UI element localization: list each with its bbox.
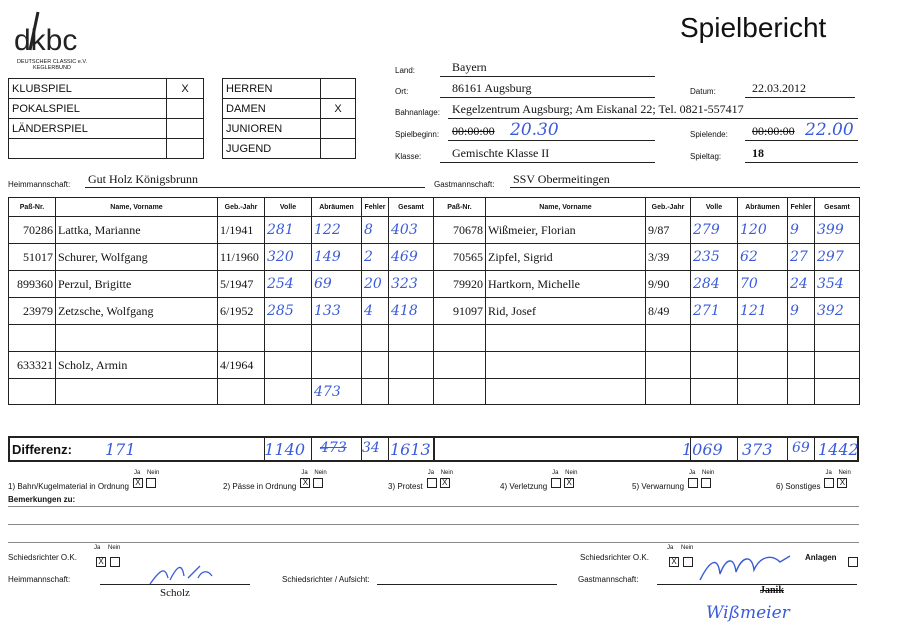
guest-pass-number[interactable]: 70678 [434, 217, 486, 244]
spielende-label: Spielende: [690, 130, 728, 139]
remarks-label: Bemerkungen zu: [8, 495, 76, 504]
game-type-box [8, 78, 204, 159]
home-fehler-count[interactable] [362, 379, 389, 405]
yes-no-group [688, 470, 715, 488]
guest-total-abr[interactable]: 373 [742, 440, 773, 459]
home-player-name[interactable]: Scholz, Armin [56, 352, 218, 379]
game-type-mark[interactable] [167, 119, 204, 139]
spielbeginn-label: Spielbeginn: [395, 130, 440, 139]
home-abraeumen-score[interactable] [312, 352, 362, 379]
guest-fehler-count[interactable]: 9 [788, 298, 815, 325]
guest-gesamt-score[interactable]: 399 [815, 217, 860, 244]
guest-abraeumen-score[interactable]: 70 [738, 271, 788, 298]
home-fehler-count[interactable]: 8 [362, 217, 389, 244]
guest-fehler-count[interactable]: 9 [788, 217, 815, 244]
game-type-row: LÄNDERSPIEL [9, 119, 204, 139]
klasse-value[interactable]: Gemischte Klasse II [452, 146, 550, 160]
guest-abraeumen-score[interactable]: 120 [738, 217, 788, 244]
home-player-row [9, 379, 434, 405]
home-gesamt-score[interactable] [389, 325, 434, 352]
guest-volle-score[interactable] [691, 352, 738, 379]
guest-abraeumen-score[interactable]: 121 [738, 298, 788, 325]
home-player-name[interactable] [56, 325, 218, 352]
guest-abraeumen-score[interactable]: 62 [738, 244, 788, 271]
guest-pass-number[interactable]: 91097 [434, 298, 486, 325]
anlagen-label: Anlagen [805, 553, 837, 562]
home-birth-year[interactable] [218, 379, 265, 405]
guest-fehler-count[interactable]: 27 [788, 244, 815, 271]
home-volle-score[interactable] [265, 379, 312, 405]
guest-player-row [434, 352, 860, 379]
check-label: 4) Verletzung [500, 482, 548, 492]
guest-pass-number[interactable]: 79920 [434, 271, 486, 298]
ja-label: Ja [825, 470, 832, 476]
guest-gesamt-score[interactable] [815, 379, 860, 405]
category-box [222, 78, 356, 159]
nein-label: Nein [565, 470, 578, 476]
game-type-mark[interactable] [167, 139, 204, 159]
guest-player-name[interactable]: Wißmeier, Florian [486, 217, 646, 244]
differenz-value[interactable]: 171 [105, 440, 136, 459]
spieltag-label: Spieltag: [690, 152, 722, 161]
check-label: 3) Protest [388, 482, 423, 492]
guest-player-name[interactable]: Hartkorn, Michelle [486, 271, 646, 298]
check-label: 5) Verwarnung [632, 482, 685, 492]
guest-player-row [434, 379, 860, 405]
guest-fehler-count[interactable] [788, 379, 815, 405]
klasse-label: Klasse: [395, 152, 422, 161]
guest-gesamt-score[interactable] [815, 325, 860, 352]
differenz-label: Differenz: [12, 442, 72, 457]
home-pass-number[interactable] [9, 325, 56, 352]
guest-gesamt-score[interactable]: 392 [815, 298, 860, 325]
guest-volle-score[interactable]: 271 [691, 298, 738, 325]
home-player-name[interactable] [56, 379, 218, 405]
sr-ok-left-ja-checkbox[interactable]: X [96, 557, 106, 567]
category-mark[interactable] [321, 119, 356, 139]
game-type-row [9, 139, 204, 159]
category-row: HERREN [223, 79, 356, 99]
guest-abraeumen-score[interactable] [738, 379, 788, 405]
home-abraeumen-score[interactable] [312, 325, 362, 352]
yes-no-group [133, 470, 160, 488]
home-volle-score[interactable]: 285 [265, 298, 312, 325]
guest-birth-year[interactable]: 9/90 [646, 271, 691, 298]
home-abraeumen-score[interactable]: 69 [312, 271, 362, 298]
home-birth-year[interactable] [218, 325, 265, 352]
guest-player-name[interactable] [486, 379, 646, 405]
nein-label: Nein [838, 470, 851, 476]
home-birth-year[interactable]: 11/1960 [218, 244, 265, 271]
check-ja-checkbox[interactable]: X [300, 478, 310, 488]
game-type-row: KLUBSPIEL X [9, 79, 204, 99]
home-player-row [9, 325, 434, 352]
game-type-mark[interactable] [167, 99, 204, 119]
home-abraeumen-score[interactable]: 122 [312, 217, 362, 244]
logo-line1: DEUTSCHER CLASSIC e.V. [16, 59, 88, 65]
home-player-name[interactable]: Perzul, Brigitte [56, 271, 218, 298]
check-nein-checkbox[interactable]: X [837, 478, 847, 488]
check-label: 6) Sonstiges [776, 482, 821, 492]
guest-abraeumen-score[interactable] [738, 325, 788, 352]
home-player-name[interactable]: Zetzsche, Wolfgang [56, 298, 218, 325]
check-nein-checkbox[interactable]: X [440, 478, 450, 488]
guest-player-name[interactable] [486, 352, 646, 379]
category-mark[interactable] [321, 79, 356, 99]
ja-label: Ja [689, 470, 696, 476]
check-item [388, 470, 454, 492]
page-title: Spielbericht [680, 12, 827, 43]
home-volle-score[interactable]: 281 [265, 217, 312, 244]
check-item [632, 470, 715, 492]
guest-team-name[interactable]: SSV Obermeitingen [513, 172, 610, 186]
sr-ok-left-nein-checkbox[interactable] [110, 557, 120, 567]
guest-volle-score[interactable] [691, 379, 738, 405]
check-ja-checkbox[interactable] [427, 478, 437, 488]
home-pass-number[interactable]: 23979 [9, 298, 56, 325]
home-total-fehler[interactable]: 34 [362, 440, 380, 456]
check-ja-checkbox[interactable] [688, 478, 698, 488]
game-type-mark[interactable]: X [167, 79, 204, 99]
guest-pass-number[interactable] [434, 352, 486, 379]
guest-birth-year[interactable] [646, 352, 691, 379]
category-mark[interactable] [321, 139, 356, 159]
home-team-label: Heimmannschaft: [8, 180, 71, 189]
guest-player-name[interactable] [486, 325, 646, 352]
home-gesamt-score[interactable]: 469 [389, 244, 434, 271]
home-abraeumen-score[interactable]: 149 [312, 244, 362, 271]
check-label: 2) Pässe in Ordnung [223, 482, 297, 492]
guest-pass-number[interactable] [434, 325, 486, 352]
check-ja-checkbox[interactable] [551, 478, 561, 488]
home-player-row [9, 298, 434, 325]
heim-sig-label: Heimmannschaft: [8, 575, 71, 584]
check-nein-checkbox[interactable]: X [564, 478, 574, 488]
bahnanlage-label: Bahnanlage: [395, 108, 440, 117]
ja-label: Ja [427, 470, 435, 476]
nein-label: Nein [440, 470, 454, 476]
category-row: JUGEND [223, 139, 356, 159]
guest-player-row [434, 217, 860, 244]
home-player-name[interactable]: Lattka, Marianne [56, 217, 218, 244]
home-player-row [9, 352, 434, 379]
anlagen-checkbox[interactable] [848, 557, 858, 567]
home-volle-score[interactable]: 254 [265, 271, 312, 298]
check-item [776, 470, 851, 492]
home-player-name[interactable]: Schurer, Wolfgang [56, 244, 218, 271]
guest-gesamt-score[interactable]: 297 [815, 244, 860, 271]
guest-signature [690, 550, 800, 586]
check-nein-checkbox[interactable] [313, 478, 323, 488]
home-birth-year[interactable]: 5/1947 [218, 271, 265, 298]
home-total-abr[interactable]: 473 [320, 440, 347, 456]
category-mark[interactable]: X [321, 99, 356, 119]
yes-no-group [551, 470, 578, 488]
guest-header-row: Paß-Nr. Name, Vorname Geb.-Jahr Volle Abräumen Fehler Gesamt [434, 198, 860, 217]
home-fehler-count[interactable]: 20 [362, 271, 389, 298]
category-row: DAMEN X [223, 99, 356, 119]
home-pass-number[interactable]: 899360 [9, 271, 56, 298]
home-gesamt-score[interactable] [389, 379, 434, 405]
land-label: Land: [395, 66, 416, 75]
bahnanlage-value[interactable]: Kegelzentrum Augsburg; Am Eiskanal 22; Tel. 0821-557417 [452, 102, 744, 116]
guest-total-volle[interactable]: 1069 [682, 440, 723, 459]
guest-abraeumen-score[interactable] [738, 352, 788, 379]
guest-pass-number[interactable] [434, 379, 486, 405]
guest-player-row [434, 244, 860, 271]
home-total-volle[interactable]: 1140 [264, 440, 305, 459]
ort-label: Ort: [395, 87, 409, 96]
spielende-handwritten[interactable]: 22.00 [805, 120, 854, 140]
check-nein-checkbox[interactable] [701, 478, 711, 488]
sr-ok-right-ja-checkbox[interactable]: X [669, 557, 679, 567]
home-abraeumen-score[interactable]: 473 [312, 379, 362, 405]
yes-no-group [824, 470, 851, 488]
guest-volle-score[interactable]: 284 [691, 271, 738, 298]
home-fehler-count[interactable] [362, 352, 389, 379]
guest-gesamt-score[interactable] [815, 352, 860, 379]
datum-value[interactable]: 22.03.2012 [752, 81, 806, 95]
sr-ok-label-right: Schiedsrichter O.K. [580, 553, 649, 562]
gast-sig-name: Janik [760, 585, 784, 596]
guest-birth-year[interactable]: 3/39 [646, 244, 691, 271]
gast-handwritten-name: Wißmeier [706, 603, 790, 623]
home-birth-year[interactable]: 6/1952 [218, 298, 265, 325]
spielende-printed: 00:00:00 [752, 124, 795, 138]
ort-value[interactable]: 86161 Augsburg [452, 81, 532, 95]
guest-fehler-count[interactable] [788, 352, 815, 379]
guest-team-label: Gastmannschaft: [434, 180, 495, 189]
guest-volle-score[interactable]: 279 [691, 217, 738, 244]
guest-player-row [434, 271, 860, 298]
spielbeginn-handwritten[interactable]: 20.30 [510, 120, 559, 140]
home-birth-year[interactable]: 1/1941 [218, 217, 265, 244]
check-label: 1) Bahn/Kugelmaterial in Ordnung [8, 482, 129, 492]
home-gesamt-score[interactable]: 403 [389, 217, 434, 244]
home-pass-number[interactable] [9, 379, 56, 405]
guest-volle-score[interactable]: 235 [691, 244, 738, 271]
home-pass-number[interactable]: 633321 [9, 352, 56, 379]
home-birth-year[interactable]: 4/1964 [218, 352, 265, 379]
home-header-row: Paß-Nr. Name, Vorname Geb.-Jahr Volle Abräumen Fehler Gesamt [9, 198, 434, 217]
home-gesamt-score[interactable]: 418 [389, 298, 434, 325]
home-fehler-count[interactable] [362, 325, 389, 352]
home-team-name[interactable]: Gut Holz Königsbrunn [88, 172, 198, 186]
guest-players-table [433, 197, 860, 405]
gast-sig-label: Gastmannschaft: [578, 575, 639, 584]
totals-row [8, 436, 859, 462]
check-ja-checkbox[interactable]: X [133, 478, 143, 488]
home-player-row [9, 244, 434, 271]
ja-label: Ja [301, 470, 308, 476]
check-ja-checkbox[interactable] [824, 478, 834, 488]
guest-total-fehler[interactable]: 69 [792, 440, 810, 456]
guest-gesamt-score[interactable]: 354 [815, 271, 860, 298]
home-total-gesamt[interactable]: 1613 [390, 440, 431, 459]
guest-volle-score[interactable] [691, 325, 738, 352]
check-nein-checkbox[interactable] [146, 478, 156, 488]
ja-label: Ja [133, 470, 141, 476]
guest-player-row [434, 298, 860, 325]
home-pass-number[interactable]: 70286 [9, 217, 56, 244]
datum-label: Datum: [690, 87, 716, 96]
yes-no-group [300, 470, 327, 488]
guest-player-name[interactable]: Rid, Josef [486, 298, 646, 325]
sr-ok-label-left: Schiedsrichter O.K. [8, 553, 77, 562]
game-type-row: POKALSPIEL [9, 99, 204, 119]
category-row: JUNIOREN [223, 119, 356, 139]
home-fehler-count[interactable]: 2 [362, 244, 389, 271]
guest-player-name[interactable]: Zipfel, Sigrid [486, 244, 646, 271]
logo-line2: KEGLERBUND [33, 65, 71, 71]
guest-fehler-count[interactable]: 24 [788, 271, 815, 298]
home-volle-score[interactable] [265, 352, 312, 379]
guest-birth-year[interactable] [646, 325, 691, 352]
guest-pass-number[interactable]: 70565 [434, 244, 486, 271]
spieltag-value[interactable]: 18 [752, 146, 764, 160]
land-value[interactable]: Bayern [452, 60, 487, 74]
sr-aufsicht-label: Schiedsrichter / Aufsicht: [282, 575, 370, 584]
yes-no-group [427, 470, 454, 488]
home-gesamt-score[interactable] [389, 352, 434, 379]
dkbc-logo [10, 10, 100, 72]
home-abraeumen-score[interactable]: 133 [312, 298, 362, 325]
guest-fehler-count[interactable] [788, 325, 815, 352]
heim-sig-name: Scholz [160, 587, 190, 599]
guest-birth-year[interactable]: 8/49 [646, 298, 691, 325]
home-pass-number[interactable]: 51017 [9, 244, 56, 271]
home-gesamt-score[interactable]: 323 [389, 271, 434, 298]
home-volle-score[interactable]: 320 [265, 244, 312, 271]
logo-letters: dkbc [14, 24, 78, 54]
nein-label: Nein [314, 470, 327, 476]
nein-label: Nein [702, 470, 715, 476]
guest-player-row [434, 325, 860, 352]
home-player-row [9, 217, 434, 244]
guest-birth-year[interactable] [646, 379, 691, 405]
check-item [223, 470, 327, 492]
home-players-table [8, 197, 434, 405]
check-item [500, 470, 578, 492]
spielbeginn-printed: 00:00:00 [452, 124, 495, 138]
ja-label: Ja [552, 470, 559, 476]
nein-label: Nein [146, 470, 160, 476]
home-volle-score[interactable] [265, 325, 312, 352]
guest-total-gesamt[interactable]: 1442 [818, 440, 859, 459]
home-player-row [9, 271, 434, 298]
home-signature [140, 560, 220, 588]
check-item [8, 470, 160, 492]
guest-birth-year[interactable]: 9/87 [646, 217, 691, 244]
home-fehler-count[interactable]: 4 [362, 298, 389, 325]
